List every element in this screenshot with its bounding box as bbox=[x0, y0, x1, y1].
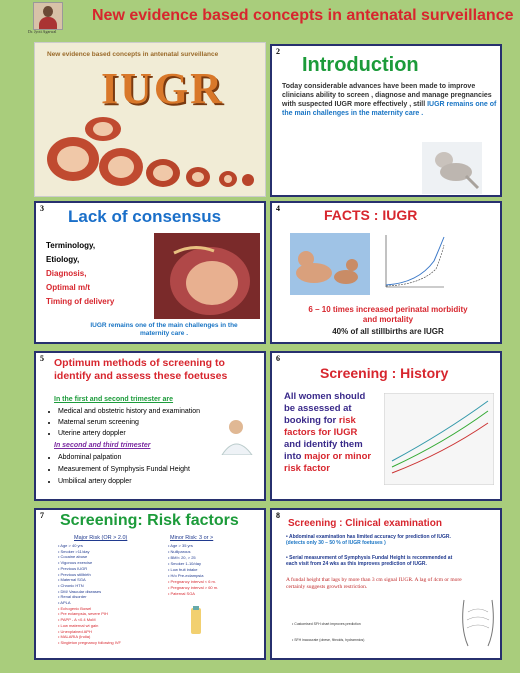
list-item: • Uterine artery doppler bbox=[58, 428, 200, 439]
list-item: • Medical and obstetric history and examination bbox=[58, 406, 200, 417]
slide-8-note-2: • SFH inaccurate (obese, fibroids, hydramnios) bbox=[292, 638, 365, 642]
page-title: New evidence based concepts in antenatal surveillance bbox=[92, 7, 514, 24]
slide-4-facts bbox=[270, 201, 502, 344]
slide-5-screening-methods bbox=[34, 351, 266, 501]
risk-item: • Unexplained APH bbox=[58, 628, 92, 634]
uterus-illustration bbox=[154, 233, 260, 319]
slide-4-fact-1: 6 – 10 times increased perinatal morbidity and mortality bbox=[308, 305, 468, 324]
list-item: Etiology, bbox=[46, 255, 80, 264]
risk-item: • Maternal SGA bbox=[58, 577, 86, 583]
risk-item: • Pregnancy interval > 60 m. bbox=[168, 585, 219, 590]
slide-3-title: Lack of consensus bbox=[68, 207, 222, 226]
slide-number: 4 bbox=[276, 204, 280, 213]
slide-6-red-2: major or minor risk factor bbox=[284, 451, 372, 474]
avatar-caption: Dr. Jyoti Agarwal bbox=[28, 29, 57, 34]
risk-item: • Smoker >11/day bbox=[58, 548, 90, 554]
risk-item: • Chronic HTN bbox=[58, 582, 84, 588]
slide-6-history bbox=[270, 351, 502, 501]
slide-number: 8 bbox=[276, 511, 280, 520]
list-item: • Umbilical artery doppler bbox=[58, 476, 190, 488]
risk-item: • Age > 40 yrs bbox=[58, 543, 83, 548]
slide-6-text-a: All women should be assessed at booking for bbox=[284, 391, 366, 426]
risk-item: • MALARIA (India) bbox=[58, 634, 91, 640]
slide-1-subtitle: New evidence based concepts in antenatal surveillance bbox=[47, 51, 219, 58]
slide-number: 3 bbox=[40, 204, 44, 213]
doctor-image bbox=[214, 417, 260, 455]
author-avatar bbox=[33, 2, 63, 30]
bullet-text: (detects only 30 – 50 % of IUGR foetuses ) bbox=[286, 540, 386, 547]
slide-2-title: Introduction bbox=[302, 54, 419, 76]
risk-item: • Vigorous exercise bbox=[58, 560, 93, 566]
risk-item: • Low maternal wt gain bbox=[58, 622, 99, 628]
list-item: • Measurement of Symphysis Fundal Height bbox=[58, 464, 190, 476]
risk-item: • Nulliparous bbox=[168, 549, 191, 554]
slide-6-text bbox=[284, 391, 374, 475]
slide-1-iugr: IUGR bbox=[101, 64, 224, 113]
slide-number: 5 bbox=[40, 354, 44, 363]
fundal-height-chart bbox=[384, 393, 494, 485]
slide-8-bullet-1 bbox=[286, 534, 456, 547]
slide-5-list-2 bbox=[48, 452, 190, 488]
page-header bbox=[0, 0, 520, 36]
slide-5-list-1 bbox=[48, 406, 200, 439]
risk-item: • Renal disorder bbox=[58, 594, 87, 600]
risk-item: • Previous IUGR bbox=[58, 565, 88, 571]
risk-item: • Echogenic Bowel bbox=[58, 605, 92, 611]
risk-item: • Age > 35 yrs bbox=[168, 543, 193, 548]
slide-5-heading-1: In the first and second trimester are bbox=[54, 396, 174, 403]
growth-curve-chart bbox=[378, 231, 448, 293]
slide-number: 7 bbox=[40, 511, 44, 520]
slide-2-introduction bbox=[270, 44, 502, 197]
list-item: Diagnosis, bbox=[46, 269, 87, 278]
risk-item: • Paternal SGA bbox=[168, 591, 195, 596]
slide-5-title: Optimum methods of screening to identify and assess these foetuses bbox=[54, 357, 228, 382]
slide-7-risk-factors bbox=[34, 508, 266, 660]
slide-7-minor-heading: Minor Risk: 3 or > bbox=[170, 535, 214, 541]
slide-8-note-1: • Customised SFH chart improves prediction bbox=[292, 622, 361, 626]
risk-item: • Pre eclampsia, severe PIH bbox=[58, 611, 108, 617]
bullet-text: • Abdominal examination has limited accuracy for prediction of IUGR. bbox=[286, 534, 451, 540]
slide-7-title: Screening: Risk factors bbox=[60, 512, 239, 529]
slide-6-text-b: and identify them into bbox=[284, 439, 363, 462]
slide-4-title: FACTS : IUGR bbox=[324, 207, 418, 223]
slide-3-lack-of-consensus bbox=[34, 201, 266, 344]
newborn-image bbox=[422, 142, 482, 194]
major-risk-list bbox=[58, 543, 121, 646]
risk-item: • H/o Pre-eclampsia bbox=[168, 573, 204, 578]
infants-photo bbox=[290, 233, 370, 295]
slide-8-serif-text: A fundal height that lags by more than 3 cm signal IUGR. A lag of 4cm or more certainly suggests growth restriction. bbox=[286, 577, 462, 590]
slide-3-list bbox=[46, 239, 114, 309]
slide-8-title: Screening : Clinical examination bbox=[288, 518, 442, 529]
lab-bottle-image bbox=[186, 606, 206, 636]
minor-risk-list bbox=[168, 543, 218, 597]
risk-item: • PAPP - A <0.4 MoM bbox=[58, 617, 96, 623]
slide-number: 6 bbox=[276, 354, 280, 363]
risk-item: • Singleton pregnancy following IVF bbox=[58, 639, 121, 645]
list-item: Timing of delivery bbox=[46, 297, 115, 306]
slide-1 bbox=[34, 42, 266, 197]
risk-item: • Cocaine abuse bbox=[58, 554, 88, 560]
list-item: Terminology, bbox=[46, 241, 96, 250]
risk-item: • Smoker 1-10/day bbox=[168, 561, 201, 566]
slide-5-heading-2: In second and third trimester bbox=[54, 442, 151, 449]
slide-number: 2 bbox=[276, 47, 280, 56]
list-item: • Abdominal palpation bbox=[58, 452, 190, 464]
slide-3-footer: IUGR remains one of the main challenges in the maternity care . bbox=[90, 322, 238, 337]
risk-item: • Pregnancy interval < 6 m. bbox=[168, 579, 216, 584]
slide-8-clinical-examination bbox=[270, 508, 502, 660]
risk-item: • DM/ Vascular diseases bbox=[58, 588, 102, 594]
fetus-models-illustration bbox=[43, 115, 259, 195]
list-item: • Maternal serum screening bbox=[58, 417, 200, 428]
risk-item: • APLA bbox=[58, 600, 71, 606]
slide-2-body bbox=[282, 82, 497, 118]
slide-2-highlight: IUGR remains one of the main challenges in the maternity care . bbox=[282, 101, 497, 117]
slide-4-fact-2: 40% of all stillbirths are IUGR bbox=[332, 327, 444, 336]
risk-item: • Previous stillbirth bbox=[58, 571, 91, 577]
list-item: Optimal m/t bbox=[46, 283, 91, 292]
slide-8-bullet-2: • Serial measurement of Symphysis Fundal Height is recommended at each visit from 24 wks as this improves prediction of IUGR. bbox=[286, 555, 453, 568]
slide-6-red-1: risk factors for IUGR bbox=[284, 415, 358, 438]
slide-2-body-text: Today considerable advances have been made to improve clinicians ability to screen , diagnose and manage pregnancies with suspected IUGR more effectively , still bbox=[282, 83, 492, 108]
slide-7-major-heading: Major Risk (OR > 2.0) bbox=[74, 535, 128, 541]
slide-6-title: Screening : History bbox=[320, 365, 449, 381]
risk-item: • BMI< 20, > 25 bbox=[168, 555, 196, 560]
risk-item: • Low fruit intake bbox=[168, 567, 198, 572]
abdomen-diagram bbox=[458, 598, 498, 648]
